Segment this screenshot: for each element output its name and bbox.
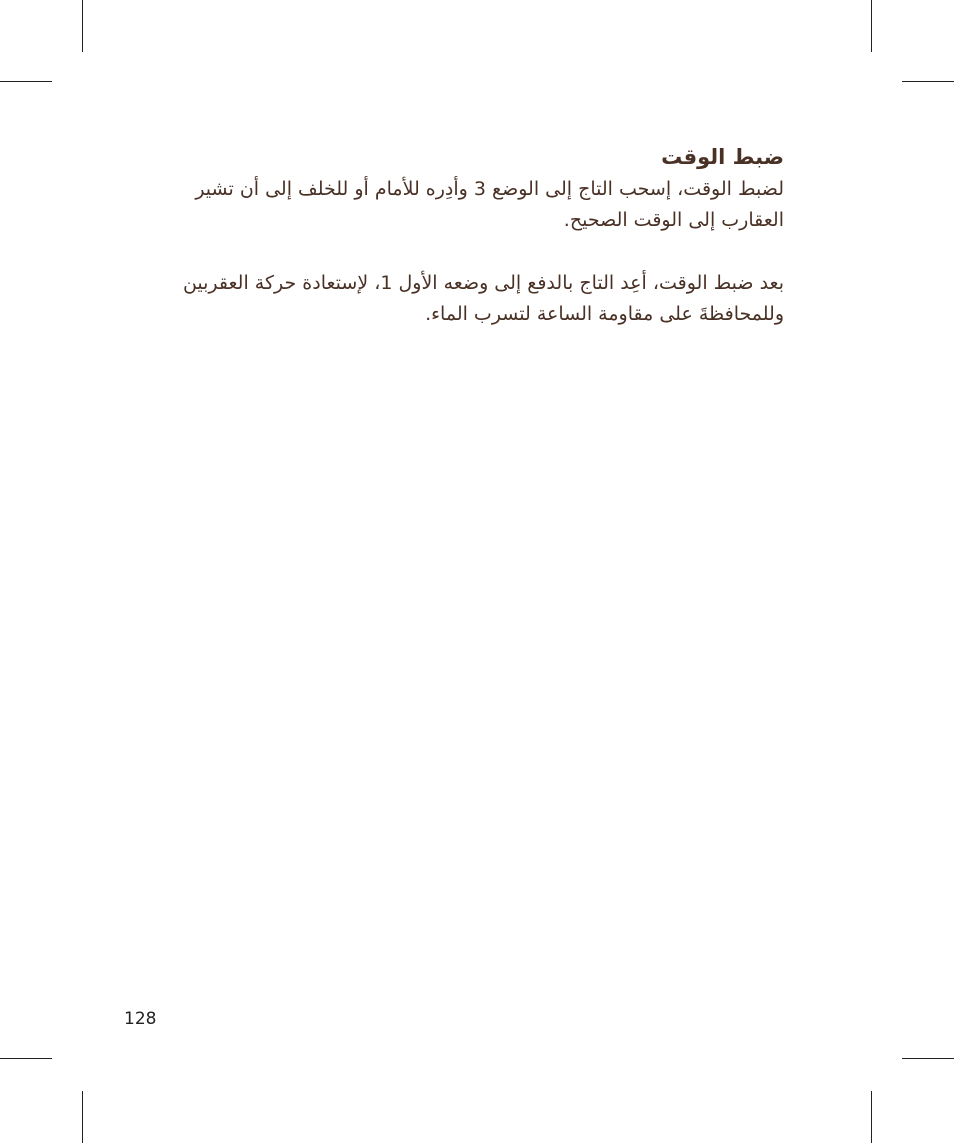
instruction-paragraph-after-setting: بعد ضبط الوقت، أعِد التاج بالدفع إلى وضعه الأول 1، لإستعادة حركة العقربين وللمحافظةَ على مقاومة الساعة لتسرب الماء. bbox=[182, 272, 784, 325]
crop-mark-top-right bbox=[871, 0, 872, 52]
instruction-paragraph-set-time: لضبط الوقت، إسحب التاج إلى الوضع 3 وأدِره للأمام أو للخلف إلى أن تشير العقارب إلى الوقت الصحيح. bbox=[195, 178, 784, 231]
section-heading: ضبط الوقت bbox=[661, 145, 784, 169]
crop-mark-bottom-left bbox=[82, 1091, 83, 1143]
crop-mark-bottom-right-horizontal bbox=[902, 1058, 954, 1059]
crop-mark-top-left bbox=[82, 0, 83, 52]
crop-mark-top-left-horizontal bbox=[0, 81, 52, 82]
crop-mark-bottom-left-horizontal bbox=[0, 1058, 52, 1059]
page-number: 128 bbox=[124, 1009, 157, 1029]
crop-mark-top-right-horizontal bbox=[902, 81, 954, 82]
manual-section bbox=[176, 140, 784, 330]
crop-mark-bottom-right bbox=[871, 1091, 872, 1143]
